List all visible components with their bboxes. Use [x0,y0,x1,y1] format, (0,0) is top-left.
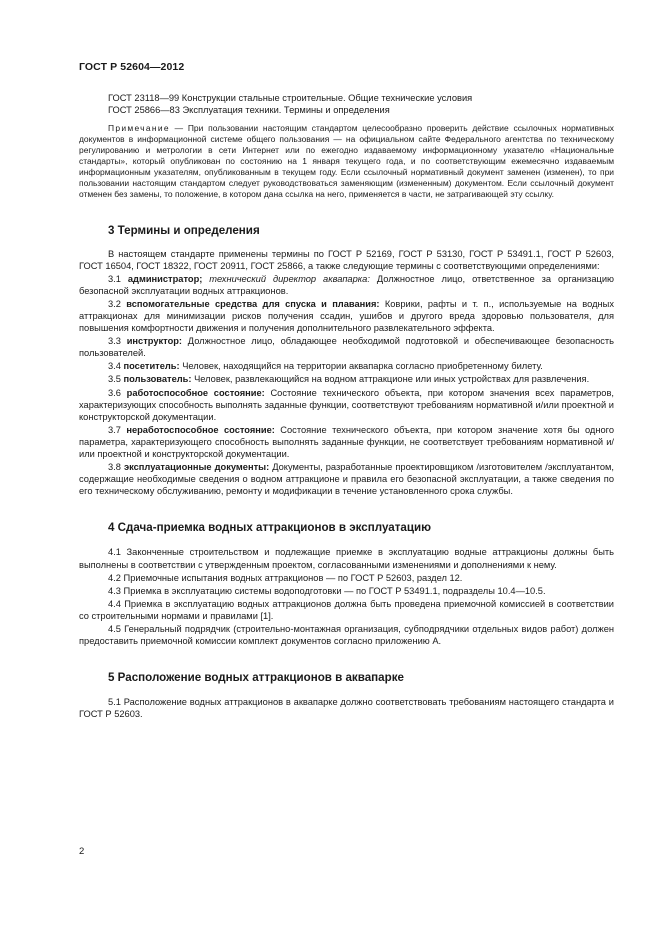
term-number: 3.2 [108,298,127,309]
term-number: 3.4 [108,361,124,372]
note-paragraph [79,123,614,199]
term-definition [79,424,614,460]
term-synonym: технический директор аквапарка: [202,273,370,284]
term-number: 3.5 [108,374,124,385]
note-label: Примечание [108,123,170,134]
section-3-intro: В настоящем стандарте применены термины по ГОСТ Р 52169, ГОСТ Р 53130, ГОСТ Р 53491.1, ГОСТ Р 52603, ГОСТ 16504, ГОСТ 18322, ГОСТ 20911, ГОСТ 25866, а также следующие термины с соответствующими определениями: [79,248,614,271]
term-definition [79,335,614,359]
term-text: Должностное лицо, ответственное за организацию безопасной эксплуатации водных аттракционов. [79,273,614,296]
term-number: 3.8 [108,462,124,473]
term-number: 3.3 [108,336,127,347]
term-definition [79,360,614,372]
term-text: Человек, находящийся на территории аквапарка согласно приобретенному билету. [179,361,543,372]
term-number: 3.7 [108,424,127,435]
section-4-title: 4 Сдача-приемка водных аттракционов в эксплуатацию [108,521,431,535]
clause-paragraph: 5.1 Расположение водных аттракционов в аквапарке должно соответствовать требованиям настоящего стандарта и ГОСТ Р 52603. [79,697,614,720]
page-number: 2 [79,846,85,857]
term-number: 3.6 [108,387,127,398]
term-text: Документы, разработанные проектировщиком /изготовителем /эксплуатантом, содержащие необходимые сведения о водном аттракционе и правила его безопасной эксплуатации, а также сведения по его техническому обслуживанию, ремонту и модификации в течение установленного срока службы. [79,462,614,497]
term-text: Коврики, рафты и т. п., используемые на водных аттракционах для минимизации рисков получения ссадин, ушибов и другого вреда здоровью пользователя, для повышения комфортности движения и получения дополнительного развлекательного эффекта. [79,298,614,334]
normative-reference: ГОСТ 23118—99 Конструкции стальные строительные. Общие технические условия [108,93,473,103]
term-text: Человек, развлекающийся на водном аттракционе или иных устройствах для развлечения. [191,374,590,385]
term-name: посетитель: [123,361,180,372]
term-number: 3.1 [108,273,128,284]
term-definition [79,298,614,334]
term-definition [79,373,614,385]
clause-paragraph: 4.4 Приемка в эксплуатацию водных аттракционов должна быть проведена приемочной комиссией в соответствии со строительными нормами и правилами [1]. [79,598,614,621]
clause-paragraph: 4.1 Законченные строительством и подлежащие приемке в эксплуатацию водные аттракционы должны быть выполнены в соответствии с утвержденным проектом, согласованными изменениями и дополнениями к нему. [79,547,614,570]
normative-reference: ГОСТ 25866—83 Эксплуатация техники. Термины и определения [108,105,390,116]
clause-paragraph: 4.3 Приемка в эксплуатацию системы водоподготовки — по ГОСТ Р 53491.1, подразделы 10.4—10.5. [108,585,546,596]
term-name: вспомогательные средства для спуска и плавания: [126,298,380,309]
clause-paragraph: 4.5 Генеральный подрядчик (строительно-монтажная организация, субподрядчики отдельных видов работ) должен предоставить приемочной комиссии комплект документов согласно приложению А. [79,623,614,647]
term-name: работоспособное состояние: [126,387,265,398]
page-content [79,92,614,720]
section-5-title: 5 Расположение водных аттракционов в аквапарке [108,671,404,685]
term-definition [79,461,614,497]
term-definition [79,273,614,297]
term-name: неработоспособное состояние: [126,424,275,435]
term-text: Должностное лицо, обладающее необходимой подготовкой и обеспечивающее безопасность пользователей. [79,336,614,359]
term-definition [79,387,614,423]
section-3-title: 3 Термины и определения [108,223,260,237]
term-name: инструктор: [126,336,183,347]
term-text: Состояние технического объекта, при котором значения всех параметров, характеризующих способность выполнять заданные функции, соответствуют требованиям нормативной и/или проектной и конструкторской документации. [79,387,614,422]
document-header: ГОСТ Р 52604—2012 [79,61,185,73]
term-text: Состояние технического объекта, при котором значение хотя бы одного параметра, характеризующего способность выполнять заданные функции, не соответствует требованиям нормативной и/или проектной и конструкторской документации. [79,424,614,460]
term-name: эксплуатационные документы: [123,462,270,473]
clause-paragraph: 4.2 Приемочные испытания водных аттракционов — по ГОСТ Р 52603, раздел 12. [108,572,463,583]
term-name: администратор; [127,273,203,284]
term-name: пользователь: [123,374,192,385]
note-text: — При пользовании настоящим стандартом целесообразно проверить действие ссылочных нормативных документов в информационной системе общего пользования — на официальном сайте Федерального агентства по техническому регулированию и метрологии в сети Интернет или по ежегодно издаваемому информационному указателю «Национальные стандарты», который опубликован по состоянию на 1 января текущего года, и по соответствующим ежемесячно издаваемым информационным указателям, опубликованным в текущем году. Если ссылочный нормативный документ заменен (изменен), то при пользовании настоящим стандартом следует руководствоваться заменяющим (измененным) документом. Если ссылочный документ отменен без замены, то положение, в котором дана ссылка на него, применяется в части, не затрагивающей эту ссылку. [79,123,614,199]
